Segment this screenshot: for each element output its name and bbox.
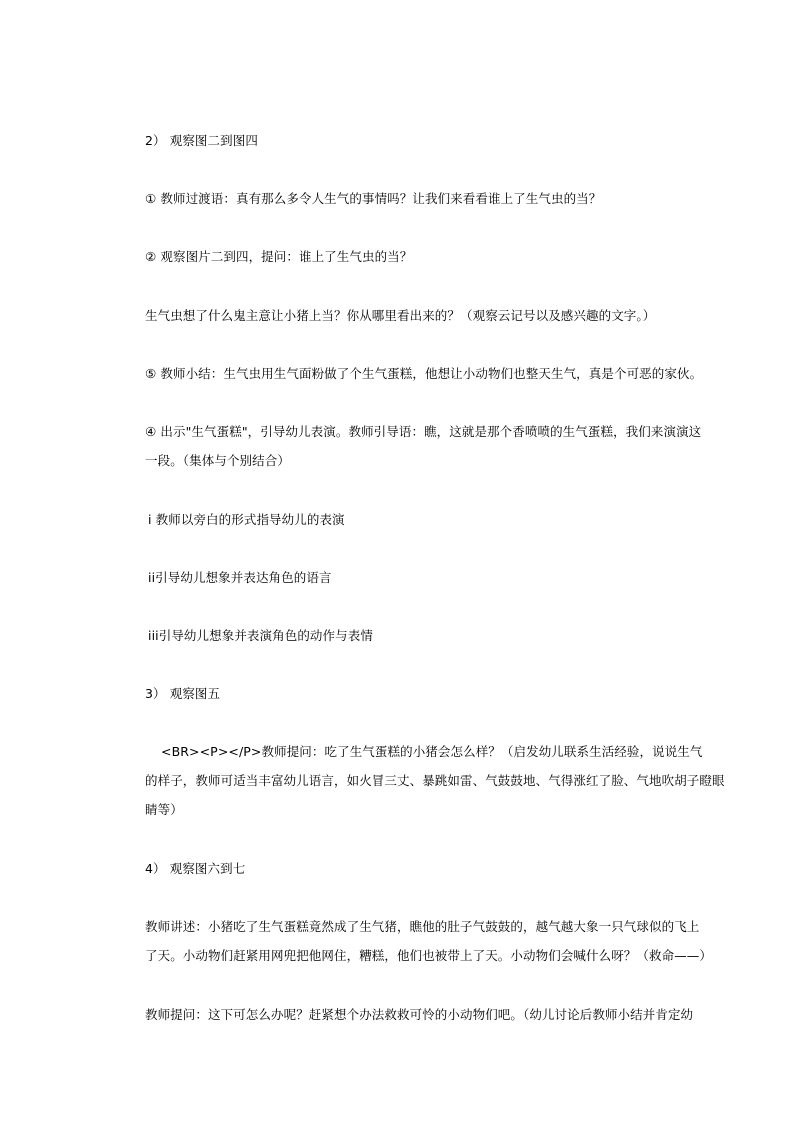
paragraph-observe-pictures: ② 观察图片二到四，提问：谁上了生气虫的当？ (145, 249, 413, 264)
paragraph-teacher-narration-line-1: 教师讲述：小猪吃了生气蛋糕竟然成了生气猪，瞧他的肚子气鼓鼓的，越气越大象一只气球似的飞上 (145, 919, 700, 934)
list-item-i: i 教师以旁白的形式指导幼儿的表演 (148, 512, 345, 527)
paragraph-teacher-question-line-3: 睛等） (145, 802, 183, 817)
paragraph-teacher-question-line-2: 的样子，教师可适当丰富幼儿语言，如火冒三丈、暴跳如雷、气鼓鼓地、气得涨红了脸、气地吹胡子瞪眼 (145, 773, 725, 788)
paragraph-teacher-question-line-1: <BR><P></P>教师提问：吃了生气蛋糕的小猪会怎么样？（启发幼儿联系生活经验，说说生气 (161, 744, 703, 759)
list-item-ii: ii引导幼儿想象并表达角色的语言 (148, 570, 332, 585)
paragraph-teacher-summary: ⑤ 教师小结：生气虫用生气面粉做了个生气蛋糕，他想让小动物们也整天生气，真是个可恶的家伙。 (145, 366, 703, 381)
paragraph-show-cake-line-1: ④ 出示"生气蛋糕"，引导幼儿表演。教师引导语：瞧，这就是那个香喷喷的生气蛋糕，我们来演演这 (145, 424, 702, 439)
section-heading-4: 4） 观察图六到七 (145, 861, 246, 876)
section-heading-3: 3） 观察图五 (145, 686, 221, 701)
paragraph-teacher-question-final: 教师提问：这下可怎么办呢？赶紧想个办法救救可怜的小动物们吧。（幼儿讨论后教师小结并肯定幼 (145, 1007, 694, 1022)
paragraph-teacher-transition: ① 教师过渡语：真有那么多令人生气的事情吗？让我们来看看谁上了生气虫的当？ (145, 191, 602, 206)
section-heading-2: 2） 观察图二到图四 (145, 133, 258, 148)
paragraph-show-cake-line-2: 一段。（集体与个别结合） (145, 453, 290, 468)
list-item-iii: iii引导幼儿想象并表演角色的动作与表情 (148, 628, 373, 643)
paragraph-teacher-narration-line-2: 了天。小动物们赶紧用网兜把他网住，糟糕，他们也被带上了天。小动物们会喊什么呀？（救命——） (145, 948, 713, 963)
paragraph-question: 生气虫想了什么鬼主意让小猪上当？你从哪里看出来的？（观察云记号以及感兴趣的文字。） (145, 308, 656, 323)
